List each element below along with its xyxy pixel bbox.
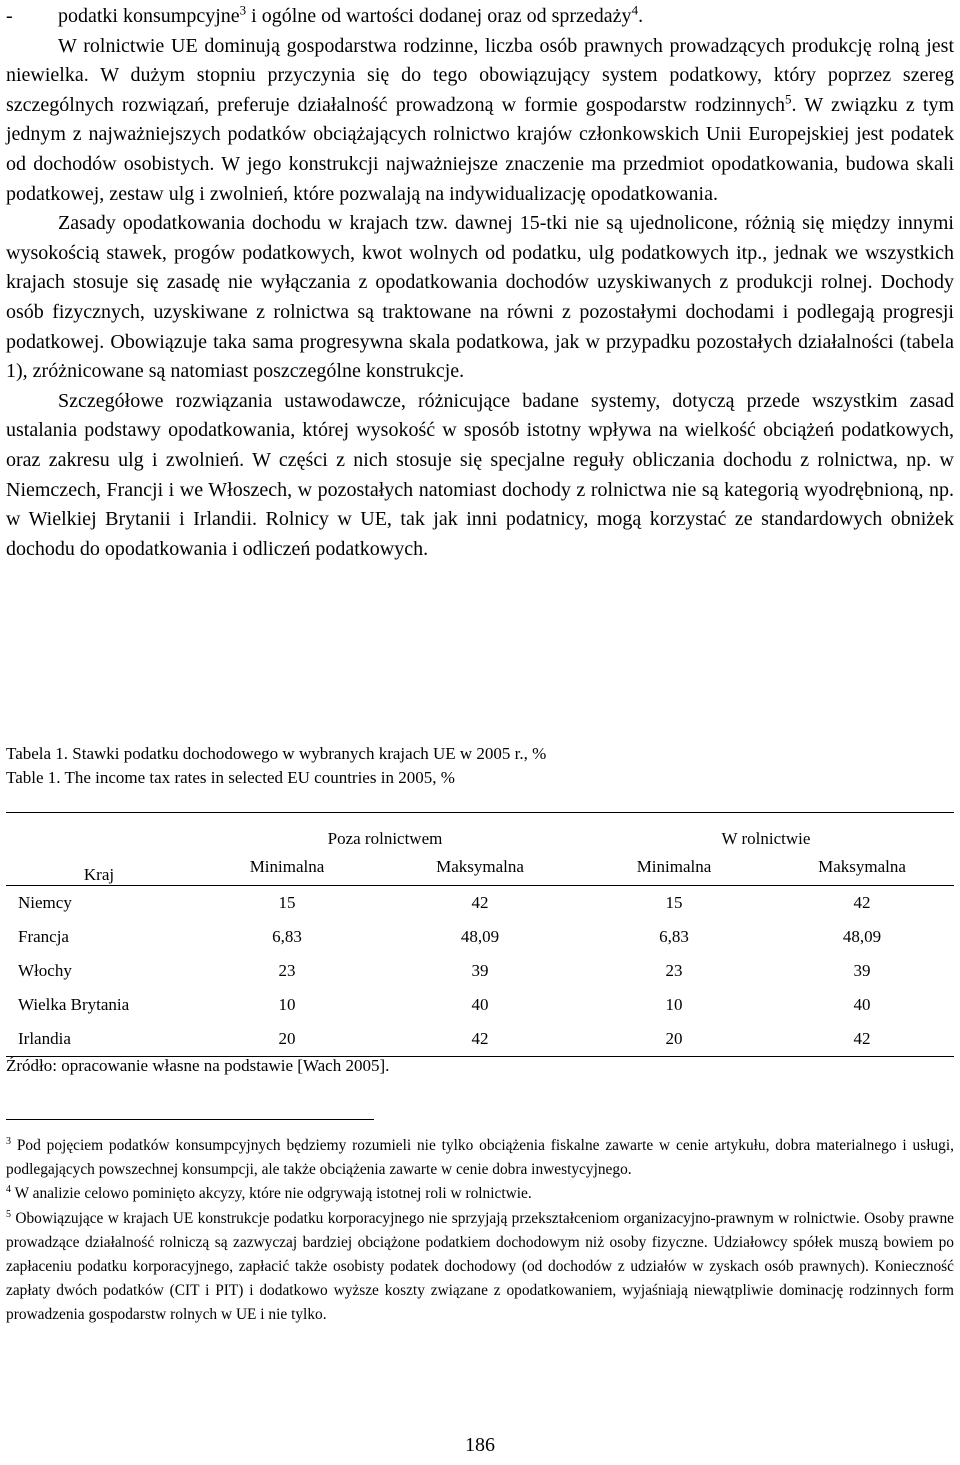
footnote-separator [6, 1119, 374, 1120]
footnote-ref-5[interactable]: 5 [785, 91, 792, 107]
cell-value: 20 [665, 1029, 683, 1048]
bullet-dash: - [6, 5, 13, 27]
cell-value: 6,83 [659, 927, 689, 946]
table-source: Źródło: opracowanie własne na podstawie [Wach 2005]. [6, 1056, 390, 1075]
column-header-max-outside: Maksymalna [436, 857, 524, 876]
cell-value: 42 [853, 893, 871, 912]
column-header-min-agri: Minimalna [636, 857, 712, 876]
table-row [6, 920, 954, 954]
cell-value: 10 [665, 995, 683, 1014]
cell-value: 10 [278, 995, 296, 1014]
main-text [6, 2, 954, 564]
cell-value: 39 [471, 961, 489, 980]
table-row [6, 886, 954, 921]
cell-value: 15 [665, 893, 683, 912]
paragraph-detailed-solutions: Szczegółowe rozwiązania ustawodawcze, różnicujące badane systemy, dotyczą przede wszystkim zasad ustalania podstawy opodatkowania, której wysokość w sposób istotny wpływa na wielkość obciążeń podatkowych, oraz zakresu ulg i zwolnień. W części z nich stosuje się specjalne reguły obliczania dochodu z rolnictwa, np. w Niemczech, Francji i we Włoszech, w pozostałych natomiast dochody z rolnictwa nie są kategorią wyodrębnioną, np. w Wielkiej Brytanii i Irlandii. Rolnicy w UE, tak jak inni podatnicy, mogą korzystać ze standardowych obniżek dochodu do opodatkowania i odliczeń podatkowych. [6, 389, 954, 560]
cell-value: 20 [278, 1029, 296, 1048]
cell-value: 42 [853, 1029, 871, 1048]
bullet-consumption-taxes: - podatki konsumpcyjne$^3$ i ogólne od wartości dodanej oraz od sprzedaży$^4$. [6, 2, 954, 32]
footnote-ref-3[interactable]: 3 [239, 2, 247, 18]
column-header-max-agri: Maksymalna [818, 857, 906, 876]
table-caption-en: Table 1. The income tax rates in selected EU countries in 2005, % [6, 768, 455, 787]
cell-value: 6,83 [272, 927, 302, 946]
cell-value: 42 [471, 1029, 489, 1048]
footnote-ref-4[interactable]: 4 [631, 2, 639, 18]
paragraph-family-farms: W rolnictwie UE dominują gospodarstwa rodzinne, liczba osób prawnych prowadzących produkcję rolną jest niewielka. W dużym stopniu przyczynia się do tego obowiązujący system podatkowy, który poprzez szereg szczególnych rozwiązań, preferuje działalność prowadzoną w formie gospodarstw rodzinnych$^5$. W związku z tym jednym z najważniejszych podatków obciążających rolnictwo krajów członkowskich Unii Europejskiej jest podatek od dochodów osobistych. W jego konstrukcji najważniejsze znaczenie ma przedmiot opodatkowania, budowa skali podatkowej, zestaw ulg i zwolnień, które pozwalają na indywidualizację opodatkowania. [6, 34, 954, 205]
cell-value: 15 [278, 893, 296, 912]
table-header-groups [6, 813, 954, 850]
cell-value: 23 [665, 961, 683, 980]
footnote-number: 4 [6, 1184, 11, 1196]
cell-value: 48,09 [842, 927, 882, 946]
cell-country: Wielka Brytania [18, 995, 130, 1014]
cell-value: 40 [471, 995, 489, 1014]
footnote-5: $^5$ Obowiązujące w krajach UE konstrukcje podatku korporacyjnego nie sprzyjają przekształceniom organizacyjno-prawnym w rolnictwie. Osoby prawne prowadzące działalność rolniczą są zazwyczaj bardziej obciążone podatkiem dochodowym niż osoby fizyczne. Udziałowcy spółek muszą bowiem po zapłaceniu podatku korporacyjnego, zapłacić także osobisty podatek dochodowy (od dochodów z udziałów w zyskach osób prawnych). Konieczność zapłaty dwóch podatków (CIT i PIT) i dodatkowo wyższe koszty związane z opodatkowaniem, wyjaśniają niewątpliwie dominację rodzinnych form prowadzenia gospodarstw rolnych w UE i nie tylko. [6, 1208, 954, 1324]
cell-value: 42 [471, 893, 489, 912]
table-caption [6, 742, 546, 790]
cell-value: 40 [853, 995, 871, 1014]
footnote-4: $^4$ W analizie celowo pominięto akcyzy, które nie odgrywają istotnej roli w rolnictwie. [6, 1184, 532, 1203]
cell-country: Irlandia [18, 1029, 71, 1048]
income-tax-rates-table [6, 812, 954, 1057]
column-group-agriculture: W rolnictwie [721, 829, 811, 848]
cell-country: Francja [18, 927, 69, 946]
cell-country: Włochy [18, 961, 72, 980]
footnotes [6, 1134, 954, 1328]
column-group-outside-agriculture: Poza rolnictwem [327, 829, 443, 848]
table-row [6, 1022, 954, 1057]
cell-value: 39 [853, 961, 871, 980]
table-row [6, 954, 954, 988]
cell-value: 48,09 [460, 927, 500, 946]
cell-value: 23 [278, 961, 296, 980]
page-number: 186 [465, 1434, 495, 1456]
column-header-min-outside: Minimalna [249, 857, 325, 876]
footnote-number: 3 [6, 1135, 11, 1147]
table-caption-pl: Tabela 1. Stawki podatku dochodowego w wybranych krajach UE w 2005 r., % [6, 744, 547, 763]
cell-country: Niemcy [18, 893, 72, 912]
table-row [6, 988, 954, 1022]
paragraph-taxation-rules: Zasady opodatkowania dochodu w krajach tzw. dawnej 15-tki nie są ujednolicone, różnią się między innymi wysokością stawek, progów podatkowych, kwot wolnych od podatku, ulg podatkowych itp., jednak we wszystkich krajach stosuje się zasadę nie wyłączania z opodatkowania dochodów uzyskiwanych z produkcji rolnej. Dochody osób fizycznych, uzyskiwane z rolnictwa są traktowane na równi z pozostałymi dochodami i podlegają progresji podatkowej. Obowiązuje taka sama progresywna skala podatkowa, jak w przypadku pozostałych działalności (tabela 1), zróżnicowane są natomiast poszczególne konstrukcje. [6, 212, 954, 383]
column-header-country: Kraj [83, 865, 115, 884]
footnote-3: $^3$ Pod pojęciem podatków konsumpcyjnych będziemy rozumieli nie tylko obciążenia fiskalne zawarte w cenie artykułu, dobra materialnego i usługi, podlegających powszechnej konsumpcji, ale także obciążenia zawarte w cenie dobra inwestycyjnego. [6, 1135, 954, 1179]
footnote-number: 5 [6, 1208, 11, 1220]
